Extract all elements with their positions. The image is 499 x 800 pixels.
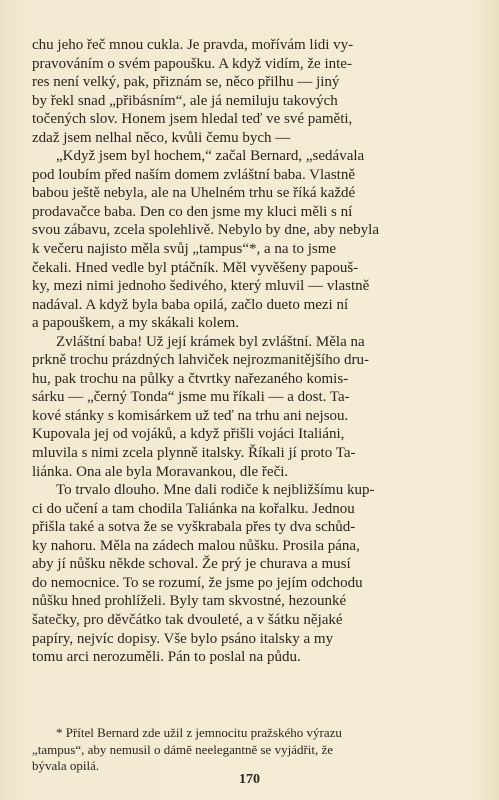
text-line: pod loubím před naším domem zvláštní baba. Vlastně	[32, 166, 355, 183]
text-line: zdaž jsem nelhal něco, kvůli čemu bych —	[32, 129, 291, 146]
text-line: Zvláštní baba! Už její krámek byl zvláštní. Měla na	[56, 333, 365, 350]
text-line: sárku — „černý Tonda“ jsme mu říkali — a dost. Ta-	[32, 389, 350, 406]
text-line: ky nahoru. Měla na zádech malou nůšku. Prosila pána,	[32, 537, 360, 554]
text-line: To trvalo dlouho. Mne dali rodiče k nejbližšímu kup-	[56, 482, 375, 499]
paragraph	[32, 333, 470, 481]
text-line: liánka. Ona ale byla Moravankou, dle řeči.	[32, 463, 289, 480]
text-line: ci do učení a tam chodila Taliánka na kořalku. Jednou	[32, 500, 355, 517]
page-number: 170	[239, 772, 260, 787]
text-line: aby jí nůšku někde schoval. Že prý je churava a musí	[32, 556, 351, 573]
paragraph	[32, 36, 470, 147]
text-line: točených slov. Honem jsem hledal teď ve své paměti,	[32, 111, 353, 128]
body-text	[32, 36, 470, 667]
text-line: Kupovala jej od vojáků, a když přišli vojáci Italiáni,	[32, 426, 345, 443]
text-line: kové stánky s komisárkem už teď na trhu ani nejsou.	[32, 407, 349, 424]
paragraph	[32, 481, 470, 666]
text-line: tomu arci nerozuměli. Pán to poslal na půdu.	[32, 649, 301, 666]
footnote-line: bývala opilá.	[32, 758, 100, 774]
footnote	[32, 725, 470, 775]
text-line: do nemocnice. To se rozumí, že jsme po jejím odchodu	[32, 574, 363, 591]
text-line: čekali. Hned vedle byl ptáčník. Měl vyvěšeny papouš-	[32, 259, 359, 276]
text-line: mluvila s nimi zcela plynně italsky. Říkali jí proto Ta-	[32, 445, 356, 462]
text-line: „Když jsem byl hochem,“ začal Bernard, „sedávala	[56, 148, 365, 165]
footnote-line: „tampus“, aby nemusil o dámě neelegantně se vyjádřit, že	[32, 741, 334, 757]
text-line: hu, pak trochu na půlky a čtvrtky nařezaného komis-	[32, 370, 349, 387]
text-line: přišla také a sotva že se vyškrabala přes ty dva schůd-	[32, 519, 356, 536]
text-line: chu jeho řeč mnou cukla. Je pravda, mořívám lidi vy-	[32, 37, 354, 53]
text-line: pravováním o svém papoušku. A když vidím, že inte-	[32, 55, 352, 72]
text-line: res není velký, pak, přiznám se, něco přilhu — jiný	[32, 74, 340, 91]
text-line: babou ještě nebyla, ale na Uhelném trhu se říká každé	[32, 185, 356, 202]
footnote-line: * Přítel Bernard zde užil z jemnocitu pražského výrazu	[56, 725, 342, 740]
text-line: nadával. A když byla baba opilá, začlo dueto mezi ní	[32, 296, 349, 313]
text-line: prodavačce baba. Den co den jsme my kluci měli s ní	[32, 203, 353, 220]
text-line: by řekl snad „přibásním“, ale já nemiluju takových	[32, 92, 338, 109]
text-line: a papouškem, a my skákali kolem.	[32, 315, 240, 332]
paragraph	[32, 147, 470, 332]
text-line: k večeru najisto měla svůj „tampus“*, a na to jsme	[32, 241, 337, 258]
text-line: svou zábavu, zcela spolehlivě. Nebylo by dne, aby nebyla	[32, 222, 379, 239]
text-line: papíry, nejvíc dopisy. Vše bylo psáno italsky a my	[32, 630, 334, 647]
text-line: šatečky, pro děvčátko tak dvouleté, a v šátku nějaké	[32, 611, 343, 628]
text-line: nůšku hned prohlíželi. Byly tam skvostné, hezounké	[32, 593, 347, 610]
text-line: ky, mezi nimi jednoho šedivého, který mluvil — vlastně	[32, 278, 370, 295]
text-line: prkně trochu prázdných lahviček nejrozmanitějšího dru-	[32, 352, 369, 369]
